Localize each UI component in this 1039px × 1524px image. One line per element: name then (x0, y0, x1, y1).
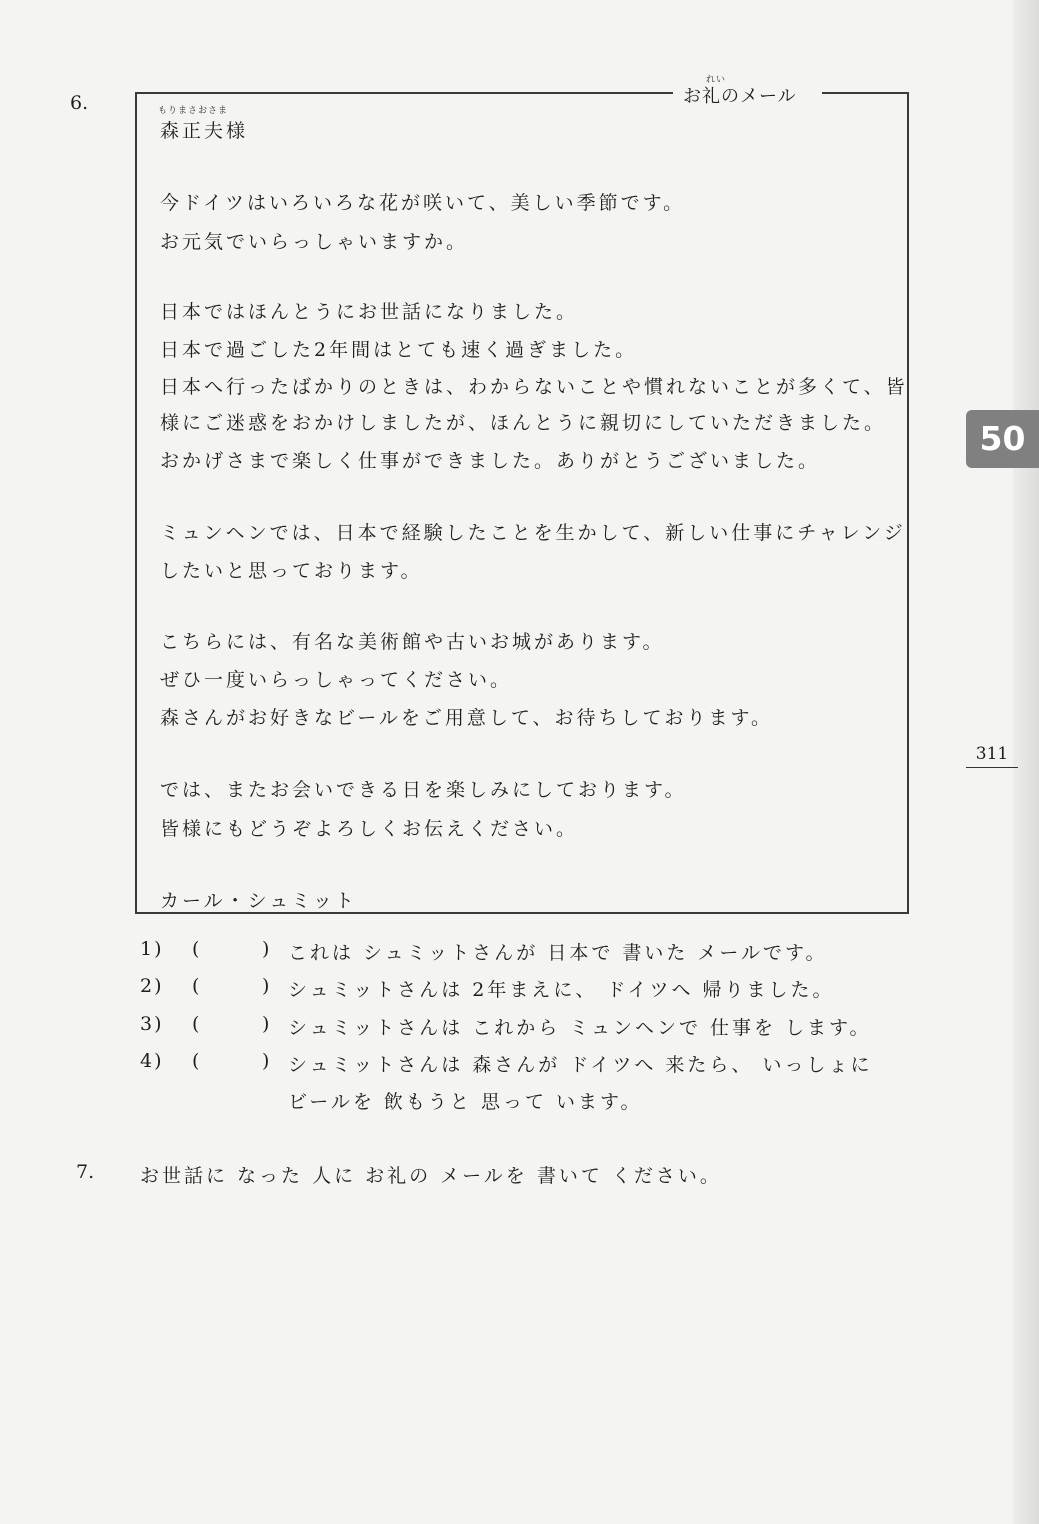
answer-paren-open: ( (192, 1013, 202, 1035)
email-line: したいと思っております。 (160, 560, 423, 582)
email-line: 様にご迷惑をおかけしましたが、ほんとうに親切にしていただきました。 (160, 412, 887, 434)
question-item-text: ビールを 飲もうと 思って います。 (288, 1091, 643, 1113)
question-item-text: シュミットさんは 2年まえに、 ドイツへ 帰りました。 (288, 979, 835, 1001)
answer-paren-open: ( (192, 938, 202, 960)
email-line: おかげさまで楽しく仕事ができました。ありがとうございました。 (160, 450, 821, 472)
box-title-reading: れい (706, 75, 727, 85)
email-signature: カール・シュミット (160, 890, 357, 912)
question-7-number: 7. (76, 1161, 95, 1183)
email-box-top-border-right (822, 92, 909, 94)
answer-paren-close: ) (262, 1013, 272, 1035)
email-line: 日本ではほんとうにお世話になりました。 (160, 301, 579, 323)
question-item-number: 1) (140, 938, 164, 960)
section-tab: 50 (966, 410, 1039, 468)
question-item-number: 3) (140, 1013, 164, 1035)
question-6-number: 6. (70, 92, 89, 114)
email-line: 森さんがお好きなビールをご用意して、お待ちしております。 (160, 707, 773, 729)
salutation-reading: もりまさおさま (158, 106, 229, 116)
question-item-continuation (288, 1087, 642, 1114)
email-box-title: お礼のメール (683, 86, 797, 107)
email-line: 日本へ行ったばかりのときは、わからないことや慣れないことが多くて、皆 (160, 376, 908, 398)
email-line: 皆様にもどうぞよろしくお伝えください。 (160, 818, 579, 840)
answer-paren-close: ) (262, 975, 272, 997)
email-line: 今ドイツはいろいろな花が咲いて、美しい季節です。 (160, 192, 686, 214)
email-line: ミュンヘンでは、日本で経験したことを生かして、新しい仕事にチャレンジ (160, 522, 906, 544)
email-line: こちらには、有名な美術館や古いお城があります。 (160, 631, 665, 653)
email-line: 日本で過ごした2年間はとても速く過ぎました。 (160, 339, 638, 361)
email-line: では、またお会いできる日を楽しみにしております。 (160, 779, 687, 801)
question-item-text: これは シュミットさんが 日本で 書いた メールです。 (288, 942, 828, 964)
answer-paren-open: ( (192, 975, 202, 997)
email-line: ぜひ一度いらっしゃってください。 (160, 669, 513, 691)
answer-paren-close: ) (262, 1050, 272, 1072)
question-item-number: 4) (140, 1050, 164, 1072)
answer-paren-open: ( (192, 1050, 202, 1072)
question-item-number: 2) (140, 975, 164, 997)
question-7-text: お世話に なった 人に お礼の メールを 書いて ください。 (140, 1165, 722, 1187)
email-line: お元気でいらっしゃいますか。 (160, 231, 469, 253)
question-item-text: シュミットさんは これから ミュンヘンで 仕事を します。 (288, 1017, 872, 1039)
email-box-top-border (135, 92, 673, 94)
answer-paren-close: ) (262, 938, 272, 960)
page-number: 311 (966, 744, 1018, 768)
salutation: 森正夫様 (160, 120, 249, 142)
question-item-text: シュミットさんは 森さんが ドイツへ 来たら、 いっしょに (288, 1054, 873, 1076)
